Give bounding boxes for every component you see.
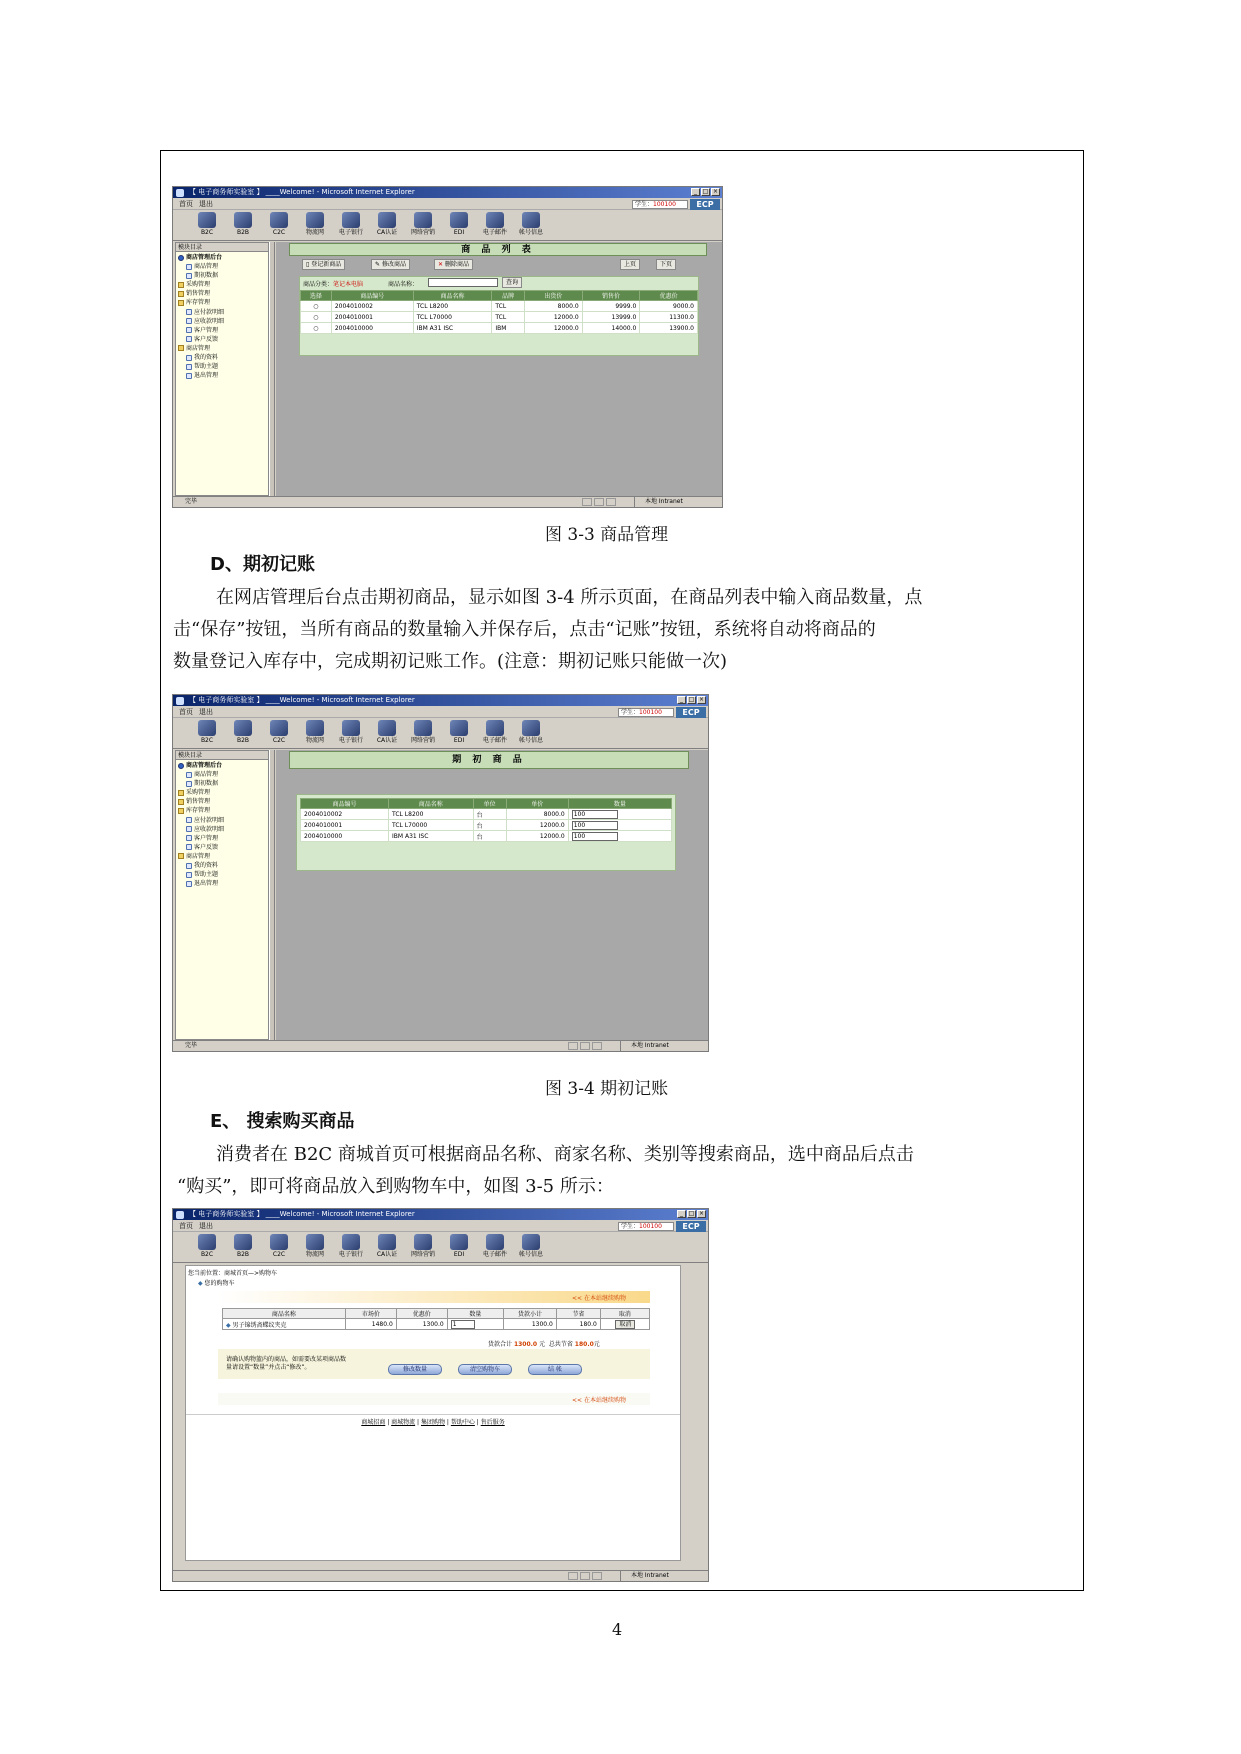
diamond-icon: ◆ bbox=[226, 1321, 233, 1329]
add-product-button[interactable]: ▯ 登记新商品 bbox=[302, 259, 345, 270]
content-area bbox=[276, 750, 708, 1040]
certificate-icon bbox=[378, 1234, 396, 1250]
page-title: 商 品 列 表 bbox=[289, 243, 707, 256]
toolbar-ebank[interactable]: 电子银行 bbox=[333, 1232, 369, 1262]
cancel-button[interactable]: 取消 bbox=[615, 1320, 635, 1329]
delete-icon: ✕ bbox=[438, 261, 445, 268]
menu-home[interactable]: 首页 bbox=[179, 200, 193, 208]
bank-icon bbox=[342, 1234, 360, 1250]
clear-cart-button[interactable]: 清空购物车 bbox=[458, 1364, 512, 1375]
quantity-input[interactable]: 100 bbox=[572, 810, 618, 819]
cart-page bbox=[185, 1265, 681, 1561]
document-icon: ▯ bbox=[306, 261, 312, 268]
sidebar-item[interactable]: 销售管理 bbox=[178, 797, 268, 806]
toolbar-b2c[interactable]: B2C bbox=[189, 718, 225, 748]
toolbar-logistics[interactable]: 物流网 bbox=[297, 1232, 333, 1262]
toolbar-b2c[interactable]: B2C bbox=[189, 1232, 225, 1262]
toolbar-email[interactable]: 电子邮件 bbox=[477, 210, 513, 240]
product-name-input[interactable] bbox=[428, 278, 498, 287]
screenshot-shopping-cart: 【 电子商务师实验室 】 ____Welcome! - Microsoft Internet Explorer _ □ × 首页 退出 学生：100100 ECP B2C B2B C2C 物流网 电子银行 CA认证 网络营销 EDI 电子邮件 帐号信息 您当前位置：商城首页—>购物车 ◆ 您的购物车 << 在本站继续购物 商品名称 市场价 优惠价 数量 货款小计 节省 取消 ◆ 男子锦绣斋蝶纹夹克 1480.0 1300.0 1 1300.0 180.0 取消 货款合计 1300.0 元 总共节省 180.0元 请确认购物篮内的商品，如需要改某项商品数 量请设置“数量”并点击“修改”。 修改数量 清空购物车 结 帐 << 在本站继续购物 商城招商 | 商城物流 | 集团购物 | 帮助中心 | 售后服务 本地 Intranet bbox=[172, 1208, 709, 1582]
query-button[interactable]: 查询 bbox=[502, 277, 522, 288]
sidebar-item[interactable]: 帮助主题 bbox=[178, 362, 268, 371]
splitter-handle[interactable] bbox=[269, 750, 275, 1040]
main-toolbar bbox=[173, 210, 722, 241]
toolbar-c2c[interactable]: C2C bbox=[261, 210, 297, 240]
toolbar-account[interactable]: 帐号信息 bbox=[513, 718, 549, 748]
paragraph-line: 消费者在 B2C 商城首页可根据商品名称、商家名称、类别等搜索商品，选中商品后点击 bbox=[216, 1144, 914, 1165]
update-quantity-button[interactable]: 修改数量 bbox=[388, 1364, 442, 1375]
sidebar-item[interactable]: 我的资料 bbox=[178, 353, 268, 362]
select-radio[interactable]: ○ bbox=[301, 323, 332, 334]
select-radio[interactable]: ○ bbox=[301, 301, 332, 312]
edi-icon bbox=[450, 720, 468, 736]
ie-icon bbox=[176, 189, 184, 197]
toolbar-ca[interactable]: CA认证 bbox=[369, 1232, 405, 1262]
footer-link[interactable]: 商城招商 bbox=[361, 1419, 386, 1426]
toolbar-ebank[interactable]: 电子银行 bbox=[333, 210, 369, 240]
quantity-input[interactable]: 100 bbox=[572, 821, 618, 830]
opening-stock-table: 商品编号 商品名称 单位 单价 数量 2004010002 TCL L8200 台 8000.0 100 2004010001 TCL L70000 台 12000.0 100 2004010000 IBM A31 ISC 台 12000.0 100 bbox=[300, 798, 672, 842]
cart-total: 货款合计 1300.0 元 总共节省 180.0元 bbox=[488, 1341, 600, 1348]
sidebar-item[interactable]: 退出管理 bbox=[178, 371, 268, 380]
paragraph-line: 数量登记入库存中，完成期初记账工作。(注意：期初记账只能做一次) bbox=[173, 651, 728, 672]
menu-exit[interactable]: 退出 bbox=[199, 708, 213, 716]
toolbar-b2b[interactable]: B2B bbox=[225, 1232, 261, 1262]
paragraph-line: 在网店管理后台点击期初商品，显示如图 3-4 所示页面，在商品列表中输入商品数量，点 bbox=[216, 587, 923, 608]
account-icon bbox=[522, 720, 540, 736]
menu-exit[interactable]: 退出 bbox=[199, 1222, 213, 1230]
sidebar-item[interactable]: 采购管理 bbox=[178, 280, 268, 289]
main-toolbar bbox=[173, 718, 708, 749]
table-row: 2004010000 IBM A31 ISC 台 12000.0 100 bbox=[301, 831, 672, 842]
sidebar-item[interactable]: 商店管理 bbox=[178, 852, 268, 861]
b2c-icon bbox=[198, 1234, 216, 1250]
window-titlebar bbox=[173, 187, 722, 198]
page-title: 期 初 商 品 bbox=[289, 751, 689, 769]
truck-icon bbox=[306, 212, 324, 228]
toolbar-b2b[interactable]: B2B bbox=[225, 210, 261, 240]
table-row: ○ 2004010001 TCL L70000 TCL 12000.0 13999.0 11300.0 bbox=[301, 312, 698, 323]
toolbar-marketing[interactable]: 网络营销 bbox=[405, 210, 441, 240]
table-row: 2004010002 TCL L8200 台 8000.0 100 bbox=[301, 809, 672, 820]
close-button[interactable]: × bbox=[698, 1210, 705, 1217]
cart-table: 商品名称 市场价 优惠价 数量 货款小计 节省 取消 ◆ 男子锦绣斋蝶纹夹克 1480.0 1300.0 1 1300.0 180.0 取消 bbox=[222, 1308, 650, 1330]
sidebar-item[interactable]: 商店管理 bbox=[178, 344, 268, 353]
truck-icon bbox=[306, 1234, 324, 1250]
sidebar-item[interactable]: 商品管理 bbox=[178, 262, 268, 271]
maximize-button[interactable]: □ bbox=[688, 1210, 695, 1217]
network-icon bbox=[414, 1234, 432, 1250]
sidebar-header: 模块目录 bbox=[176, 243, 268, 252]
sidebar-item[interactable]: 期初数据 bbox=[178, 779, 268, 788]
b2b-icon bbox=[234, 212, 252, 228]
account-icon bbox=[522, 1234, 540, 1250]
continue-shopping-link[interactable]: << 在本站继续购物 bbox=[572, 1295, 626, 1302]
cart-hint: 请确认购物篮内的商品，如需要改某项商品数 量请设置“数量”并点击“修改”。 bbox=[226, 1356, 347, 1371]
network-icon bbox=[414, 212, 432, 228]
quantity-input[interactable]: 100 bbox=[572, 832, 618, 841]
screenshot-opening-stock: 【 电子商务师实验室 】 ____Welcome! - Microsoft Internet Explorer _ □ × 首页 退出 学生：100100 ECP B2C B2B C2C 物流网 电子银行 CA认证 网络营销 EDI 电子邮件 帐号信息 模块目录 商店管理后台 商品管理 期初数据 采购管理 销售管理 库存管理 应付款明细 应收款明细 客户管理 客户反馈 商店管理 我的资料 帮助主题 退出管理 期 初 商 品 商品编号 商品名称 单位 单价 数量 2004010002 TCL L8200 台 8000.0 100 2004010001 TCL L70000 台 12000.0 100 2004010000 IBM A31 ISC 台 12000.0 100 完毕 本地 Intranet bbox=[172, 694, 709, 1052]
site-footer-links: 商城招商 | 商城物流 | 集团购物 | 帮助中心 | 售后服务 bbox=[186, 1414, 680, 1426]
bank-icon bbox=[342, 720, 360, 736]
student-id-box: 学生：100100 bbox=[632, 200, 688, 209]
minimize-button[interactable]: _ bbox=[677, 1210, 686, 1218]
module-sidebar: 模块目录 商店管理后台 商品管理 期初数据 采购管理 销售管理 库存管理 应付款明细 应收款明细 客户管理 客户反馈 商店管理 我的资料 帮助主题 退出管理 bbox=[175, 750, 269, 1040]
toolbar-email[interactable]: 电子邮件 bbox=[477, 1232, 513, 1262]
c2c-icon bbox=[270, 212, 288, 228]
sidebar-item[interactable]: 退出管理 bbox=[178, 879, 268, 888]
zone-indicator: 本地 Intranet bbox=[634, 497, 704, 507]
toolbar-ca[interactable]: CA认证 bbox=[369, 718, 405, 748]
screenshot-product-management bbox=[172, 186, 723, 508]
footer-link[interactable]: 集团购物 bbox=[420, 1419, 445, 1426]
sidebar-item[interactable]: 客户管理 bbox=[178, 834, 268, 843]
category-filter[interactable]: 商品分类：笔记本电脑 bbox=[303, 281, 364, 288]
section-e-heading: E、 搜索购买商品 bbox=[210, 1111, 355, 1132]
ie-icon bbox=[176, 1211, 184, 1219]
toolbar-marketing[interactable]: 网络营销 bbox=[405, 718, 441, 748]
table-row: ○ 2004010000 IBM A31 ISC IBM 12000.0 14000.0 13900.0 bbox=[301, 323, 698, 334]
section-d-heading: D、期初记账 bbox=[210, 554, 315, 575]
toolbar-email[interactable]: 电子邮件 bbox=[477, 718, 513, 748]
splitter-handle[interactable] bbox=[269, 242, 275, 496]
certificate-icon bbox=[378, 212, 396, 228]
ecp-logo: ECP bbox=[690, 199, 720, 210]
toolbar-marketing[interactable]: 网络营销 bbox=[405, 1232, 441, 1262]
footer-link[interactable]: 商城物流 bbox=[391, 1419, 416, 1426]
page-number: 4 bbox=[612, 1620, 623, 1639]
sidebar-item[interactable]: 应收款明细 bbox=[178, 317, 268, 326]
status-bar: 完毕 本地 Intranet bbox=[173, 496, 722, 507]
toolbar-c2c[interactable]: C2C bbox=[261, 1232, 297, 1262]
prev-page-button[interactable]: 上页 bbox=[620, 259, 640, 270]
ecp-logo: ECP bbox=[676, 1221, 706, 1232]
b2c-icon bbox=[198, 720, 216, 736]
sidebar-item[interactable]: 客户管理 bbox=[178, 326, 268, 335]
toolbar-c2c[interactable]: C2C bbox=[261, 718, 297, 748]
minimize-button[interactable]: _ bbox=[677, 696, 686, 704]
toolbar-b2b[interactable]: B2B bbox=[225, 718, 261, 748]
mail-icon bbox=[486, 212, 504, 228]
network-icon bbox=[414, 720, 432, 736]
sidebar-item[interactable]: 应付款明细 bbox=[178, 816, 268, 825]
toolbar-logistics[interactable]: 物流网 bbox=[297, 210, 333, 240]
sidebar-item[interactable]: 商店管理后台 bbox=[178, 253, 268, 262]
sidebar-item[interactable]: 销售管理 bbox=[178, 289, 268, 298]
continue-shopping-link[interactable]: << 在本站继续购物 bbox=[572, 1397, 626, 1404]
toolbar-edi[interactable]: EDI bbox=[441, 1232, 477, 1262]
checkout-button[interactable]: 结 帐 bbox=[528, 1364, 582, 1375]
sidebar-item[interactable]: 帮助主题 bbox=[178, 870, 268, 879]
next-page-button[interactable]: 下页 bbox=[656, 259, 676, 270]
content-area bbox=[276, 242, 722, 496]
table-row: ○ 2004010002 TCL L8200 TCL 8000.0 9999.0 9000.0 bbox=[301, 301, 698, 312]
edit-product-button[interactable]: ✎ 修改商品 bbox=[371, 259, 410, 270]
truck-icon bbox=[306, 720, 324, 736]
mail-icon bbox=[486, 1234, 504, 1250]
caption-fig-3-4: 图 3-4 期初记账 bbox=[545, 1079, 669, 1099]
main-toolbar bbox=[173, 1232, 708, 1263]
maximize-button[interactable]: □ bbox=[702, 188, 709, 195]
footer-link[interactable]: 售后服务 bbox=[480, 1419, 505, 1426]
table-row: ◆ 男子锦绣斋蝶纹夹克 1480.0 1300.0 1 1300.0 180.0 取消 bbox=[223, 1319, 650, 1330]
table-row: 2004010001 TCL L70000 台 12000.0 100 bbox=[301, 820, 672, 831]
toolbar-account[interactable]: 帐号信息 bbox=[513, 210, 549, 240]
sidebar-item[interactable]: 客户反馈 bbox=[178, 335, 268, 344]
b2b-icon bbox=[234, 720, 252, 736]
mail-icon bbox=[486, 720, 504, 736]
diamond-icon: ◆ bbox=[198, 1280, 205, 1287]
edi-icon bbox=[450, 1234, 468, 1250]
toolbar-ca[interactable]: CA认证 bbox=[369, 210, 405, 240]
module-sidebar bbox=[175, 242, 269, 496]
select-radio[interactable]: ○ bbox=[301, 312, 332, 323]
window-title: 【 电子商务师实验室 】 ____Welcome! - Microsoft Internet Explorer bbox=[189, 188, 415, 196]
close-button[interactable]: × bbox=[712, 188, 719, 195]
toolbar-ebank[interactable]: 电子银行 bbox=[333, 718, 369, 748]
quantity-input[interactable]: 1 bbox=[451, 1320, 475, 1329]
menu-exit[interactable]: 退出 bbox=[199, 200, 213, 208]
status-bar: 完毕 本地 Intranet bbox=[173, 1040, 708, 1051]
paragraph-line: “购买”，即可将商品放入到购物车中，如图 3-5 所示： bbox=[177, 1176, 614, 1197]
ecp-logo: ECP bbox=[676, 707, 706, 718]
caption-fig-3-3: 图 3-3 商品管理 bbox=[545, 525, 669, 545]
cart-title: ◆ 您的购物车 bbox=[198, 1280, 235, 1287]
maximize-button[interactable]: □ bbox=[688, 696, 695, 703]
product-table: 选择 商品编号 商品名称 品牌 出货价 销售价 优惠价 ○ 2004010002 TCL L8200 TCL 8000.0 9999.0 9000.0 ○ 2004010001 TCL L70000 TCL 12000.0 13999.0 11300.0 ○ 2004010000 IBM A31 ISC IBM 12000.0 14000.0 13900.0 bbox=[300, 290, 698, 334]
paragraph-line: 击“保存”按钮，当所有商品的数量输入并保存后，点击“记账”按钮，系统将自动将商品的 bbox=[173, 619, 876, 640]
b2b-icon bbox=[234, 1234, 252, 1250]
sidebar-item[interactable]: 采购管理 bbox=[178, 788, 268, 797]
sidebar-item[interactable]: 应付款明细 bbox=[178, 308, 268, 317]
pencil-icon: ✎ bbox=[375, 261, 382, 268]
sidebar-item[interactable]: 商店管理后台 bbox=[178, 761, 268, 770]
menu-home[interactable]: 首页 bbox=[179, 1222, 193, 1230]
b2c-icon bbox=[198, 212, 216, 228]
edi-icon bbox=[450, 212, 468, 228]
footer-link[interactable]: 帮助中心 bbox=[450, 1419, 475, 1426]
certificate-icon bbox=[378, 720, 396, 736]
toolbar-edi[interactable]: EDI bbox=[441, 210, 477, 240]
toolbar-logistics[interactable]: 物流网 bbox=[297, 718, 333, 748]
sidebar-item[interactable]: 库存管理 bbox=[178, 806, 268, 815]
bank-icon bbox=[342, 212, 360, 228]
sidebar-item[interactable]: 库存管理 bbox=[178, 298, 268, 307]
delete-product-button[interactable]: ✕ 删除商品 bbox=[434, 259, 473, 270]
menu-home[interactable]: 首页 bbox=[179, 708, 193, 716]
sidebar-item[interactable]: 商品管理 bbox=[178, 770, 268, 779]
ie-icon bbox=[176, 697, 184, 705]
name-filter-label: 商品名称： bbox=[388, 281, 419, 288]
sidebar-item[interactable]: 我的资料 bbox=[178, 861, 268, 870]
sidebar-item[interactable]: 客户反馈 bbox=[178, 843, 268, 852]
toolbar-edi[interactable]: EDI bbox=[441, 718, 477, 748]
toolbar-b2c[interactable]: B2C bbox=[189, 210, 225, 240]
account-icon bbox=[522, 212, 540, 228]
sidebar-item[interactable]: 应收款明细 bbox=[178, 825, 268, 834]
status-bar: 本地 Intranet bbox=[173, 1570, 708, 1581]
minimize-button[interactable]: _ bbox=[691, 188, 700, 196]
c2c-icon bbox=[270, 1234, 288, 1250]
breadcrumb: 您当前位置：商城首页—>购物车 bbox=[188, 1270, 278, 1277]
sidebar-item[interactable]: 期初数据 bbox=[178, 271, 268, 280]
c2c-icon bbox=[270, 720, 288, 736]
close-button[interactable]: × bbox=[698, 696, 705, 703]
toolbar-account[interactable]: 帐号信息 bbox=[513, 1232, 549, 1262]
